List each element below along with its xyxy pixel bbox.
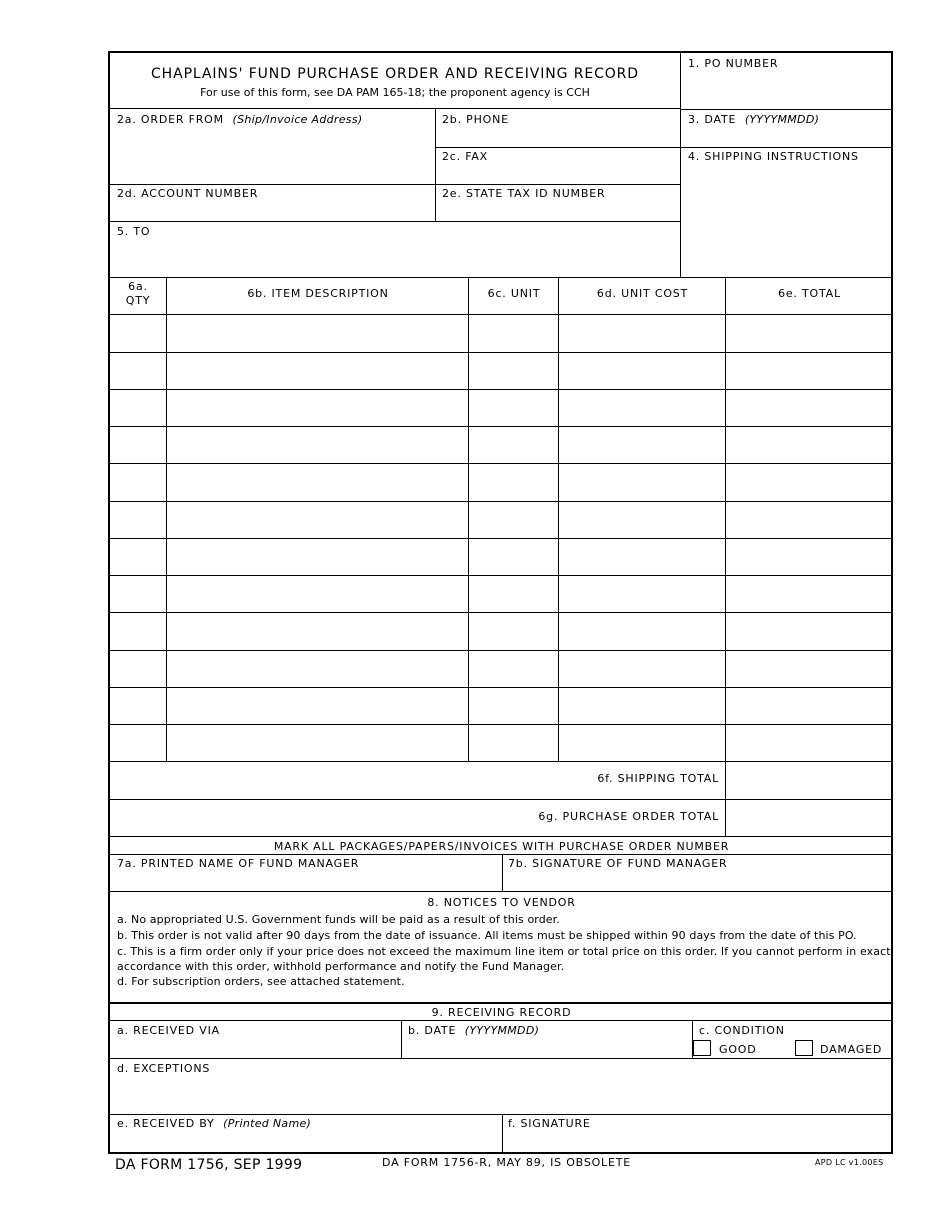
phone-label: 2b. PHONE [442, 113, 509, 126]
received-by-label: e. RECEIVED BY (Printed Name) [117, 1117, 312, 1130]
divider [110, 1058, 893, 1059]
exceptions-field[interactable] [110, 1075, 893, 1113]
condition-good-label: GOOD [719, 1043, 757, 1056]
notice-b: b. This order is not valid after 90 days from the date of issuance. All items must be shipped within 90 days from the date of this PO. [117, 929, 857, 942]
divider [435, 147, 681, 148]
notice-c-continued: accordance with this order, withhold performance and notify the Fund Manager. [117, 960, 565, 973]
col-header-unit-cost: 6d. UNIT COST [596, 287, 689, 300]
divider [110, 761, 893, 762]
col-header-total: 6e. TOTAL [778, 287, 841, 300]
divider [110, 184, 681, 185]
table-row[interactable] [110, 353, 893, 388]
table-row[interactable] [110, 651, 893, 686]
table-row[interactable] [110, 539, 893, 574]
table-row[interactable] [110, 725, 893, 760]
shipping-instructions-label: 4. SHIPPING INSTRUCTIONS [688, 150, 859, 163]
form-subtitle: For use of this form, see DA PAM 165-18; the proponent agency is CCH [200, 86, 590, 99]
form-title: CHAPLAINS' FUND PURCHASE ORDER AND RECEIVING RECORD [150, 66, 639, 82]
fund-manager-name-label: 7a. PRINTED NAME OF FUND MANAGER [117, 857, 360, 870]
state-tax-id-label: 2e. STATE TAX ID NUMBER [442, 187, 606, 200]
account-number-label: 2d. ACCOUNT NUMBER [117, 187, 259, 200]
purchase-order-form [108, 51, 893, 1154]
fax-field[interactable] [436, 163, 680, 183]
notices-heading: 8. NOTICES TO VENDOR [427, 896, 576, 909]
col-header-unit: 6c. UNIT [487, 287, 541, 300]
purchase-order-total-label: 6g. PURCHASE ORDER TOTAL [538, 810, 719, 823]
table-row[interactable] [110, 576, 893, 611]
condition-label: c. CONDITION [699, 1024, 785, 1037]
table-row[interactable] [110, 464, 893, 500]
shipping-total-field[interactable] [726, 763, 893, 799]
po-number-field[interactable] [681, 69, 891, 107]
receiving-signature-label: f. SIGNATURE [508, 1117, 591, 1130]
condition-damaged-checkbox[interactable] [795, 1040, 813, 1056]
mark-packages-notice: MARK ALL PACKAGES/PAPERS/INVOICES WITH PURCHASE ORDER NUMBER [273, 840, 730, 853]
divider [680, 109, 893, 110]
to-field[interactable] [110, 238, 679, 275]
table-row[interactable] [110, 502, 893, 537]
divider [680, 147, 893, 148]
receiving-heading: 9. RECEIVING RECORD [431, 1006, 572, 1019]
divider [110, 277, 893, 278]
order-from-label: 2a. ORDER FROM (Ship/Invoice Address) [117, 113, 363, 126]
fax-label: 2c. FAX [442, 150, 489, 163]
purchase-order-total-field[interactable] [726, 800, 893, 835]
divider [110, 221, 681, 222]
divider [110, 108, 681, 109]
table-row[interactable] [110, 390, 893, 425]
account-number-field[interactable] [110, 200, 434, 221]
table-row[interactable] [110, 688, 893, 723]
fund-manager-name-field[interactable] [110, 870, 501, 890]
table-row[interactable] [110, 613, 893, 649]
phone-field[interactable] [436, 125, 680, 147]
shipping-total-label: 6f. SHIPPING TOTAL [597, 772, 719, 785]
notice-c: c. This is a firm order only if your price does not exceed the maximum line item or total price on this order. If you cannot perform in exact [117, 945, 891, 958]
form-id: DA FORM 1756, SEP 1999 [115, 1157, 303, 1173]
fund-manager-signature-label: 7b. SIGNATURE OF FUND MANAGER [508, 857, 728, 870]
col-header-item-description: 6b. ITEM DESCRIPTION [247, 287, 389, 300]
receiving-date-label: b. DATE (YYYYMMDD) [408, 1024, 540, 1037]
to-label: 5. TO [117, 225, 151, 238]
obsolete-notice: DA FORM 1756-R, MAY 89, IS OBSOLETE [382, 1156, 632, 1169]
exceptions-label: d. EXCEPTIONS [117, 1062, 211, 1075]
received-via-field[interactable] [110, 1037, 400, 1057]
received-by-field[interactable] [110, 1130, 501, 1151]
divider [110, 1002, 893, 1004]
divider [110, 836, 893, 837]
condition-good-checkbox[interactable] [693, 1040, 711, 1056]
col-header-qty: 6a. QTY [125, 280, 151, 307]
date-label: 3. DATE (YYYYMMDD) [688, 113, 820, 126]
notice-d: d. For subscription orders, see attached statement. [117, 975, 405, 988]
notice-a: a. No appropriated U.S. Government funds will be paid as a result of this order. [117, 913, 560, 926]
date-field[interactable] [681, 125, 891, 146]
order-from-field[interactable] [110, 125, 434, 183]
received-via-label: a. RECEIVED VIA [117, 1024, 220, 1037]
divider [110, 1020, 893, 1021]
po-number-label: 1. PO NUMBER [688, 57, 779, 70]
fund-manager-signature-field[interactable] [503, 870, 893, 890]
table-row[interactable] [110, 315, 893, 351]
receiving-signature-field[interactable] [503, 1130, 893, 1151]
divider [110, 891, 893, 892]
shipping-instructions-field[interactable] [681, 163, 891, 275]
version-label: APD LC v1.00ES [815, 1158, 884, 1167]
condition-damaged-label: DAMAGED [820, 1043, 883, 1056]
table-row[interactable] [110, 427, 893, 462]
state-tax-id-field[interactable] [436, 200, 680, 221]
receiving-date-field[interactable] [402, 1037, 691, 1057]
